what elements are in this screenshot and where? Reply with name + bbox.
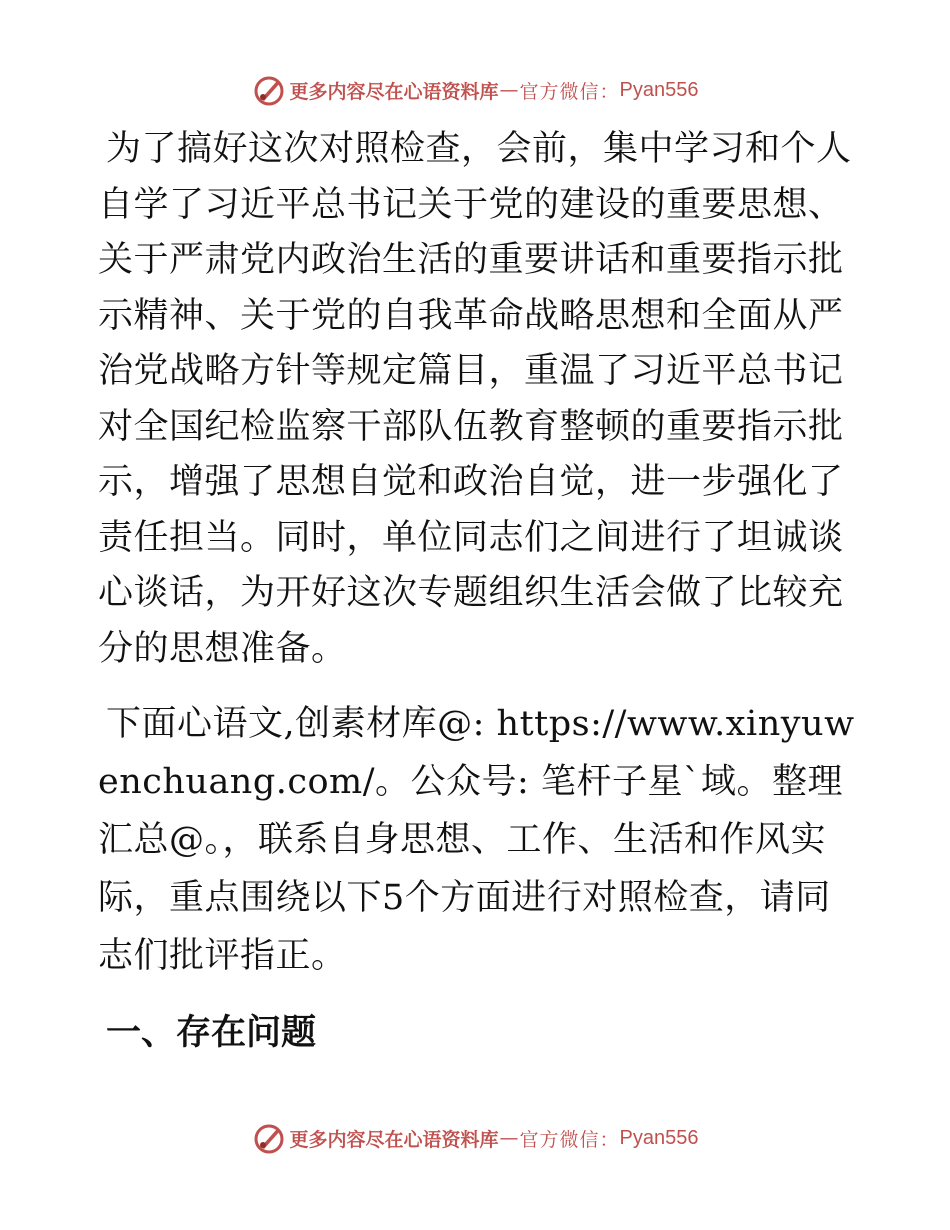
- banner-wechat-handle: Pyan556: [619, 1126, 699, 1149]
- banner-wechat-label: 官方微信：: [519, 80, 620, 103]
- banner-separator: —: [499, 79, 519, 101]
- section-heading-problems: 一、存在问题: [106, 1012, 317, 1053]
- footer-banner: [0, 1118, 950, 1158]
- banner-separator: —: [499, 1127, 519, 1149]
- banner-wechat-handle: Pyan556: [619, 78, 699, 101]
- header-banner: [0, 70, 950, 110]
- banner-title: 更多内容尽在心语资料库: [289, 80, 499, 103]
- paragraph-inspection-intro: 下面心语文,创素材库@: https://www.xinyuwenchuang.com/。公众号: 笔杆子星`域。整理汇总@。，联系自身思想、工作、生活和作风实际，重点围绕以下5个方面进行对照检查，请同志们批评指正。: [98, 704, 855, 976]
- banner-wechat-label: 官方微信：: [519, 1128, 620, 1151]
- banner-title: 更多内容尽在心语资料库: [289, 1128, 499, 1151]
- paragraph-study-preparation: 为了搞好这次对照检查，会前，集中学习和个人自学了习近平总书记关于党的建设的重要思想、关于严肃党内政治生活的重要讲话和重要指示批示精神、关于党的自我革命战略思想和全面从严治党战略方针等规定篇目，重温了习近平总书记对全国纪检监察干部队伍教育整顿的重要指示批示，增强了思想自觉和政治自觉，进一步强化了责任担当。同时，单位同志们之间进行了坦诚谈心谈话，为开好这次专题组织生活会做了比较充分的思想准备。: [98, 129, 852, 669]
- brush-circle-logo-icon: [252, 1121, 286, 1155]
- document-body: [98, 122, 858, 1060]
- brush-circle-logo-icon: [252, 73, 286, 107]
